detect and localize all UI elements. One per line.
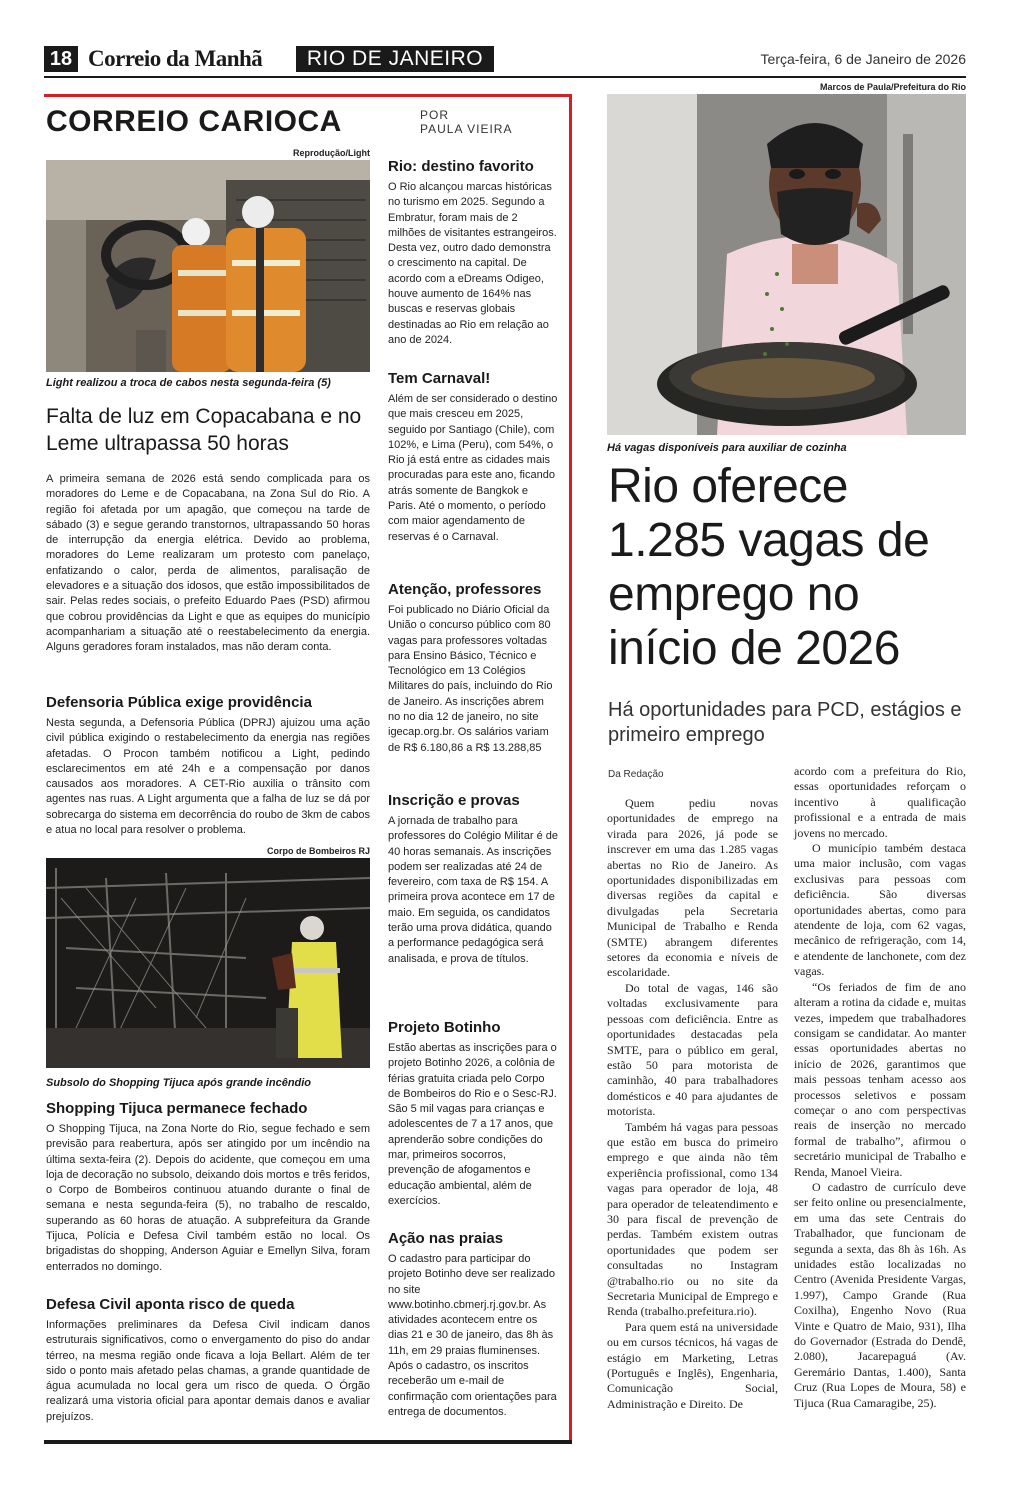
story-body: O Shopping Tijuca, na Zona Norte do Rio, segue fechado e sem previsão para reabertura, após ser atingido por um incêndio na última sexta-feira (2). Depois do acidente, que começou em uma loja de decoração no subsolo, deixando dois mortos e três feridos, o Corpo de Bombeiros continuou atuando durante o final de semana e nesta segunda-feira (5), no trabalho de rescaldo, superando as 60 horas de atuação. A subprefeitura da Grande Tijuca, Polícia e Defesa Civil também estão no local. Os brigadistas do shopping, Anderson Aguiar e Emellyn Silva, foram enterrados no domingo. [46, 1123, 370, 1273]
paragraph: O município também destaca uma maior inclusão, com vagas exclusivas para pessoas com deficiência. São diversas oportunidades abertas, como para atendente de loja, com 62 vagas, mecânico de refrigeração, com 14, e atendente de lanchonete, com dez vagas. [794, 841, 966, 979]
paragraph: Também há vagas para pessoas que estão em busca do primeiro emprego e que ainda não têm experiência profissional, como 134 vagas para operador de loja, 48 para operador de teleatendimento e 30 para fiscal de prevenção de perdas. Também existem outras oportunidades que podem ser consultadas no Instagram @trabalho.rio ou no site da Secretaria Municipal de Emprego e Renda (trabalho.prefeitura.rio). [607, 1119, 778, 1319]
note-body: Foi publicado no Diário Oficial da União o concurso público com 80 vagas para professores voltadas para Ensino Básico, Técnico e Tecnológico em 13 Colégios Militares do país, incluindo do Rio de Janeiro. As inscrições abrem no no dia 12 de janeiro, no site igecap.org.br. Os salários variam de R$ 6.180,86 a R$ 13.288,85 [388, 604, 553, 754]
page-number: 18 [44, 46, 78, 72]
column-title: CORREIO CARIOCA [46, 105, 342, 138]
story-body: Nesta segunda, a Defensoria Pública (DPRJ) ajuizou uma ação civil pública exigindo o restabelecimento da energia nas regiões afetadas. O Procon também notificou a Light, pedindo esclarecimentos em até 24h e a compensação por danos causados aos moradores. A CET-Rio auxilia o trânsito com agentes nas ruas. A Light argumenta que a falha de luz se dá por sobrecarga do sistema em decorrência do roubo de 3km de cabos e atua no local para resolver o problema. [46, 717, 370, 837]
story-headline: Defensoria Pública exige providência [46, 694, 312, 711]
story-headline: Falta de luz em Copacabana e no Leme ultrapassa 50 horas [46, 405, 362, 455]
section-label: RIO DE JANEIRO [296, 46, 494, 72]
note-body: O Rio alcançou marcas históricas no turismo em 2025. Segundo a Embratur, foram mais de 2 milhões de visitantes estrangeiros. Desta vez, outro dado demonstra o crescimento na capital. De acordo com a eDreams Odigeo, houve aumento de 164% nas buscas e reservas globais destinadas ao Rio em relação ao ano de 2024. [388, 181, 557, 346]
photo-credit: Marcos de Paula/Prefeitura do Rio [819, 82, 966, 92]
note-title: Inscrição e provas [388, 792, 520, 809]
photo-caption: Subsolo do Shopping Tijuca após grande incêndio [46, 1077, 312, 1089]
story-headline: Defesa Civil aponta risco de queda [46, 1296, 295, 1313]
main-author: Da Redação [608, 769, 664, 780]
photo-light-workers [46, 160, 370, 372]
note-body: A jornada de trabalho para professores do Colégio Militar é de 40 horas semanais. As inscrições podem ser realizadas até 24 de fevereiro, com taxa de R$ 154. A primeira prova acontece em 17 de maio. Em seguida, os candidatos terão uma prova didática, quando a performance pedagógica será analisada, e prova de títulos. [388, 815, 558, 965]
paragraph: Quem pediu novas oportunidades de emprego na virada para 2026, já pode se inscrever em uma das 1.285 vagas abertas no Rio de Janeiro. As oportunidades disponibilizadas em diversas regiões da capital e divulgadas pela Secretaria Municipal de Trabalho e Renda (SMTE) abrangem diferentes setores da economia e níveis de escolaridade. [607, 796, 778, 980]
main-headline: Rio oferece 1.285 vagas de emprego no início de 2026 [608, 460, 930, 675]
note-title: Tem Carnaval! [388, 370, 491, 387]
paragraph: Para quem está na universidade ou em cursos técnicos, há vagas de estágio em Marketing, Letras (Português e Inglês), Engenharia, Comunicação Social, Administração e Direito. De [607, 1319, 778, 1411]
masthead-rule [44, 76, 966, 78]
photo-caption: Há vagas disponíveis para auxiliar de cozinha [607, 442, 847, 454]
column-bottom-rule [44, 1440, 572, 1444]
paragraph: Do total de vagas, 146 são voltadas exclusivamente para pessoas com deficiência. Entre as oportunidades destacadas pela SMTE, para o público em geral, estão 50 para motorista de caminhão, 40 para trabalhadores domésticos e 40 para ajudantes de motorista. [607, 980, 778, 1119]
issue-date: Terça-feira, 6 de Janeiro de 2026 [760, 51, 966, 67]
note-title: Ação nas praias [388, 1230, 504, 1247]
photo-shopping-fire [46, 858, 370, 1068]
story-body: Informações preliminares da Defesa Civil indicam danos estruturais significativos, como o envergamento do piso do andar térreo, na mesma região onde ficava a loja Bellart. Além de ter sido o ponto mais afetado pelas chamas, a grande quantidade de água acumulada no local gera um risco de queda. O Órgão realizará uma vistoria oficial para apontar demais danos e avaliar prejuízos. [46, 1319, 370, 1423]
photo-credit: Corpo de Bombeiros RJ [266, 846, 370, 856]
paragraph: “Os feriados de fim de ano alteram a rotina da cidade e, muitas vezes, impedem que trabalhadores consigam se candidatar. Ao manter essas oportunidades abertas no início de 2026, garantimos que mais pessoas tenham acesso aos processos seletivos e possam começar o ano com perspectivas reais de inserção no mercado formal de trabalho”, afirmou o secretário municipal de Trabalho e Renda, Manoel Vieira. [794, 979, 966, 1179]
column-side-rule [569, 94, 572, 1444]
note-title: Atenção, professores [388, 581, 542, 598]
photo-caption: Light realizou a troca de cabos nesta segunda-feira (5) [46, 377, 331, 389]
byline-author: PAULA VIEIRA [420, 122, 513, 136]
column-top-rule [44, 94, 572, 97]
photo-credit: Reprodução/Light [293, 148, 370, 158]
note-title: Rio: destino favorito [388, 158, 534, 175]
newspaper-name: Correio da Manhã [88, 46, 263, 71]
story-headline: Shopping Tijuca permanece fechado [46, 1100, 308, 1117]
column-byline [420, 108, 512, 136]
main-body-column-1 [607, 796, 778, 1412]
byline-prefix: POR [420, 108, 450, 122]
main-body-column-2 [794, 764, 966, 1411]
note-title: Projeto Botinho [388, 1019, 501, 1036]
main-subhead: Há oportunidades para PCD, estágios e primeiro emprego [608, 699, 962, 746]
story-body: A primeira semana de 2026 está sendo complicada para os moradores do Leme e de Copacabana, na Zona Sul do Rio. A região foi afetada por um apagão, que começou na tarde de sábado (3) e segue gerando transtornos, ultrapassando 50 horas de interrupção da energia elétrica. Devido ao problema, moradores do Leme realizaram um protesto com panelaço, enfatizando o calor, perda de alimentos, paralisação de elevadores e a situação dos idosos, que estão impossibilitados de sair. Pelas redes sociais, o prefeito Eduardo Paes (PSD) afirmou que cobrou providências da Light e que as equipes do município acompanhariam a situação até o reestabelecimento da energia. Alguns geradores foram instalados, mas não deram conta. [46, 473, 370, 654]
paragraph: O cadastro de currículo deve ser feito online ou presencialmente, em uma das sete Centrais do Trabalhador, que funcionam de segunda a sexta, das 8h às 16h. As unidades estão localizadas no Centro (Avenida Presidente Vargas, 1.997), Campo Grande (Rua Coxilha), Engenho Novo (Rua Vinte e Quatro de Maio, 931), Ilha do Governador (Estrada do Dendê, 2.080), Jacarepaguá (Av. Geremário Dantas, 1.400), Santa Cruz (Rua Lopes de Moura, 58) e Tijuca (Rua Camaragibe, 25). [794, 1179, 966, 1410]
note-body: O cadastro para participar do projeto Botinho deve ser realizado no site www.botinho.cbmerj.rj.gov.br. As atividades acontecem entre os dias 21 e 30 de janeiro, das 8h às 11h, em 29 praias fluminenses. Após o cadastro, os inscritos receberão um e-mail de confirmação com orientações para entrega de documentos. [388, 1253, 557, 1418]
paragraph: acordo com a prefeitura do Rio, essas oportunidades reforçam o incentivo à qualificação profissional e a entrada de mais jovens no mercado. [794, 764, 966, 840]
note-body: Além de ser considerado o destino que mais cresceu em 2025, seguido por Santiago (Chile), com 102%, e Lima (Peru), com 54%, o Rio já está entre as cidades mais procuradas para este ano, ficando atrás somente de Bangkok e Paris. Até o momento, o período com maior agendamento de reservas é o Carnaval. [388, 393, 558, 543]
note-body: Estão abertas as inscrições para o projeto Botinho 2026, a colônia de férias gratuita criada pelo Corpo de Bombeiros do Rio e o Sesc-RJ. São 5 mil vagas para crianças e adolescentes de 7 a 17 anos, que aprenderão sobre condições do mar, primeiros socorros, prevenção de afogamentos e educação ambiental, além de exercícios. [388, 1042, 557, 1207]
photo-cook [607, 94, 966, 435]
